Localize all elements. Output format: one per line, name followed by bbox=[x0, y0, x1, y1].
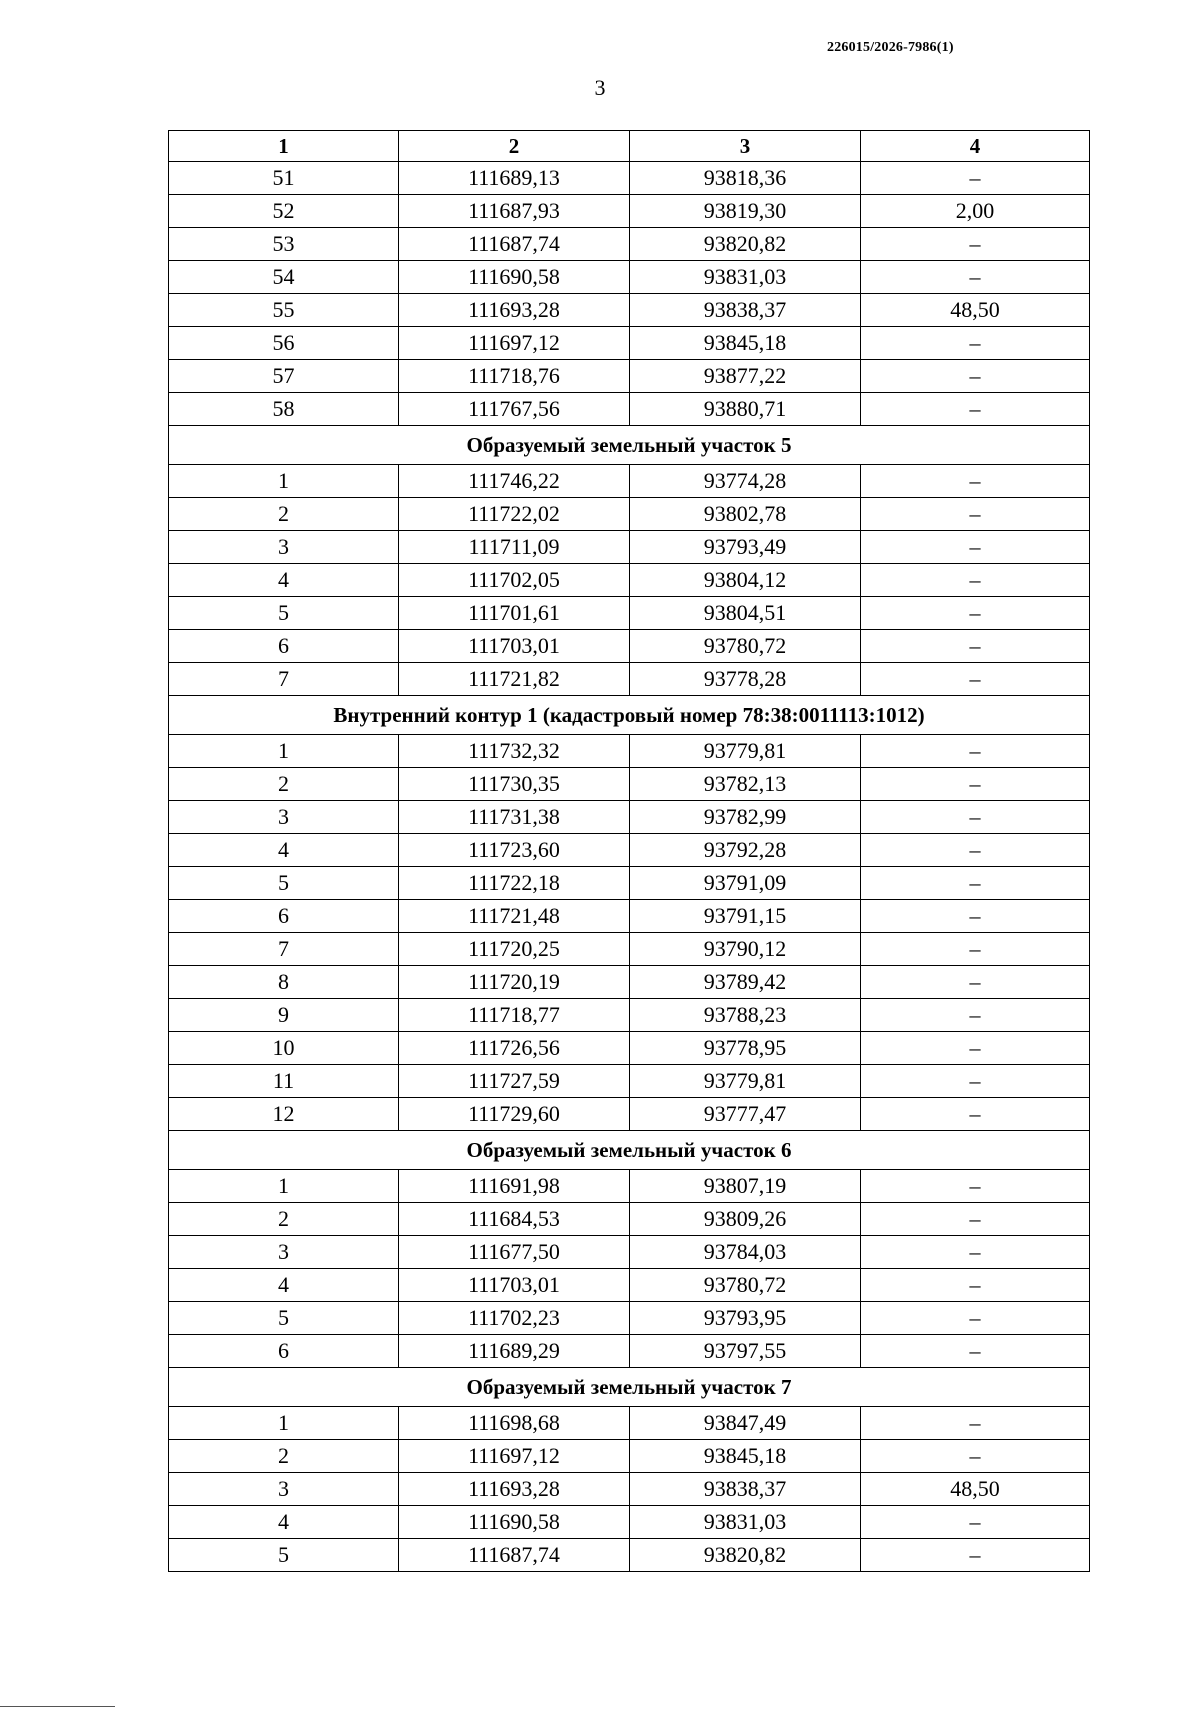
value-cell: – bbox=[861, 1335, 1090, 1368]
y-coordinate-cell: 93792,28 bbox=[630, 834, 861, 867]
point-number-cell: 54 bbox=[169, 261, 399, 294]
table-row bbox=[169, 294, 1090, 327]
x-coordinate-cell: 111720,19 bbox=[399, 966, 630, 999]
x-coordinate-cell: 111722,18 bbox=[399, 867, 630, 900]
table-row bbox=[169, 1539, 1090, 1572]
value-cell: – bbox=[861, 933, 1090, 966]
y-coordinate-cell: 93791,15 bbox=[630, 900, 861, 933]
point-number-cell: 1 bbox=[169, 465, 399, 498]
value-cell: – bbox=[861, 1065, 1090, 1098]
table-row bbox=[169, 1302, 1090, 1335]
y-coordinate-cell: 93845,18 bbox=[630, 327, 861, 360]
value-cell: – bbox=[861, 1539, 1090, 1572]
section-title: Внутренний контур 1 (кадастровый номер 78:38:0011113:1012) bbox=[169, 696, 1090, 735]
point-number-cell: 7 bbox=[169, 933, 399, 966]
point-number-cell: 3 bbox=[169, 1473, 399, 1506]
point-number-cell: 2 bbox=[169, 498, 399, 531]
section-row bbox=[169, 426, 1090, 465]
table-row bbox=[169, 465, 1090, 498]
y-coordinate-cell: 93831,03 bbox=[630, 261, 861, 294]
point-number-cell: 53 bbox=[169, 228, 399, 261]
point-number-cell: 4 bbox=[169, 1506, 399, 1539]
x-coordinate-cell: 111746,22 bbox=[399, 465, 630, 498]
y-coordinate-cell: 93779,81 bbox=[630, 1065, 861, 1098]
point-number-cell: 4 bbox=[169, 834, 399, 867]
table-row bbox=[169, 1032, 1090, 1065]
table-row bbox=[169, 393, 1090, 426]
y-coordinate-cell: 93793,49 bbox=[630, 531, 861, 564]
value-cell: – bbox=[861, 1098, 1090, 1131]
value-cell: – bbox=[861, 867, 1090, 900]
point-number-cell: 3 bbox=[169, 801, 399, 834]
point-number-cell: 9 bbox=[169, 999, 399, 1032]
y-coordinate-cell: 93838,37 bbox=[630, 294, 861, 327]
y-coordinate-cell: 93789,42 bbox=[630, 966, 861, 999]
point-number-cell: 4 bbox=[169, 1269, 399, 1302]
x-coordinate-cell: 111690,58 bbox=[399, 261, 630, 294]
value-cell: – bbox=[861, 162, 1090, 195]
point-number-cell: 11 bbox=[169, 1065, 399, 1098]
x-coordinate-cell: 111693,28 bbox=[399, 294, 630, 327]
value-cell: 2,00 bbox=[861, 195, 1090, 228]
table-row bbox=[169, 1170, 1090, 1203]
x-coordinate-cell: 111767,56 bbox=[399, 393, 630, 426]
table-row bbox=[169, 1098, 1090, 1131]
x-coordinate-cell: 111697,12 bbox=[399, 1440, 630, 1473]
value-cell: – bbox=[861, 1302, 1090, 1335]
y-coordinate-cell: 93782,99 bbox=[630, 801, 861, 834]
y-coordinate-cell: 93779,81 bbox=[630, 735, 861, 768]
point-number-cell: 5 bbox=[169, 597, 399, 630]
y-coordinate-cell: 93780,72 bbox=[630, 630, 861, 663]
x-coordinate-cell: 111702,23 bbox=[399, 1302, 630, 1335]
value-cell: – bbox=[861, 261, 1090, 294]
table-row bbox=[169, 867, 1090, 900]
table-row bbox=[169, 564, 1090, 597]
y-coordinate-cell: 93847,49 bbox=[630, 1407, 861, 1440]
column-header-value: 4 bbox=[861, 131, 1090, 162]
x-coordinate-cell: 111721,48 bbox=[399, 900, 630, 933]
table-row bbox=[169, 360, 1090, 393]
y-coordinate-cell: 93778,95 bbox=[630, 1032, 861, 1065]
table-row bbox=[169, 1473, 1090, 1506]
y-coordinate-cell: 93777,47 bbox=[630, 1098, 861, 1131]
value-cell: – bbox=[861, 564, 1090, 597]
point-number-cell: 6 bbox=[169, 900, 399, 933]
x-coordinate-cell: 111720,25 bbox=[399, 933, 630, 966]
section-title: Образуемый земельный участок 7 bbox=[169, 1368, 1090, 1407]
y-coordinate-cell: 93838,37 bbox=[630, 1473, 861, 1506]
point-number-cell: 2 bbox=[169, 1203, 399, 1236]
value-cell: – bbox=[861, 1203, 1090, 1236]
table-row bbox=[169, 1065, 1090, 1098]
x-coordinate-cell: 111723,60 bbox=[399, 834, 630, 867]
point-number-cell: 56 bbox=[169, 327, 399, 360]
x-coordinate-cell: 111689,29 bbox=[399, 1335, 630, 1368]
table-row bbox=[169, 630, 1090, 663]
point-number-cell: 5 bbox=[169, 1302, 399, 1335]
y-coordinate-cell: 93820,82 bbox=[630, 228, 861, 261]
table-row bbox=[169, 801, 1090, 834]
section-title: Образуемый земельный участок 6 bbox=[169, 1131, 1090, 1170]
x-coordinate-cell: 111721,82 bbox=[399, 663, 630, 696]
x-coordinate-cell: 111689,13 bbox=[399, 162, 630, 195]
value-cell: – bbox=[861, 1407, 1090, 1440]
y-coordinate-cell: 93797,55 bbox=[630, 1335, 861, 1368]
point-number-cell: 10 bbox=[169, 1032, 399, 1065]
point-number-cell: 5 bbox=[169, 1539, 399, 1572]
x-coordinate-cell: 111722,02 bbox=[399, 498, 630, 531]
x-coordinate-cell: 111729,60 bbox=[399, 1098, 630, 1131]
table-row bbox=[169, 1407, 1090, 1440]
point-number-cell: 58 bbox=[169, 393, 399, 426]
x-coordinate-cell: 111718,77 bbox=[399, 999, 630, 1032]
y-coordinate-cell: 93784,03 bbox=[630, 1236, 861, 1269]
table-row bbox=[169, 162, 1090, 195]
y-coordinate-cell: 93877,22 bbox=[630, 360, 861, 393]
point-number-cell: 2 bbox=[169, 1440, 399, 1473]
value-cell: – bbox=[861, 735, 1090, 768]
column-header-y: 3 bbox=[630, 131, 861, 162]
table-body bbox=[169, 162, 1090, 1572]
value-cell: – bbox=[861, 801, 1090, 834]
value-cell: – bbox=[861, 999, 1090, 1032]
table-row bbox=[169, 597, 1090, 630]
point-number-cell: 6 bbox=[169, 1335, 399, 1368]
table-row bbox=[169, 1269, 1090, 1302]
x-coordinate-cell: 111726,56 bbox=[399, 1032, 630, 1065]
x-coordinate-cell: 111687,93 bbox=[399, 195, 630, 228]
value-cell: – bbox=[861, 531, 1090, 564]
y-coordinate-cell: 93845,18 bbox=[630, 1440, 861, 1473]
table-row bbox=[169, 735, 1090, 768]
table-row bbox=[169, 1440, 1090, 1473]
section-row bbox=[169, 1368, 1090, 1407]
table-row bbox=[169, 327, 1090, 360]
x-coordinate-cell: 111702,05 bbox=[399, 564, 630, 597]
value-cell: – bbox=[861, 900, 1090, 933]
x-coordinate-cell: 111687,74 bbox=[399, 1539, 630, 1572]
point-number-cell: 57 bbox=[169, 360, 399, 393]
x-coordinate-cell: 111711,09 bbox=[399, 531, 630, 564]
y-coordinate-cell: 93809,26 bbox=[630, 1203, 861, 1236]
y-coordinate-cell: 93819,30 bbox=[630, 195, 861, 228]
y-coordinate-cell: 93774,28 bbox=[630, 465, 861, 498]
coordinates-table bbox=[168, 130, 1090, 1572]
value-cell: – bbox=[861, 597, 1090, 630]
column-header-point-number: 1 bbox=[169, 131, 399, 162]
x-coordinate-cell: 111684,53 bbox=[399, 1203, 630, 1236]
y-coordinate-cell: 93778,28 bbox=[630, 663, 861, 696]
table-row bbox=[169, 195, 1090, 228]
value-cell: 48,50 bbox=[861, 1473, 1090, 1506]
y-coordinate-cell: 93880,71 bbox=[630, 393, 861, 426]
page-number: 3 bbox=[594, 75, 606, 100]
point-number-cell: 12 bbox=[169, 1098, 399, 1131]
value-cell: – bbox=[861, 663, 1090, 696]
point-number-cell: 2 bbox=[169, 768, 399, 801]
x-coordinate-cell: 111703,01 bbox=[399, 630, 630, 663]
table-header bbox=[169, 131, 1090, 162]
section-title: Образуемый земельный участок 5 bbox=[169, 426, 1090, 465]
table-row bbox=[169, 261, 1090, 294]
point-number-cell: 6 bbox=[169, 630, 399, 663]
y-coordinate-cell: 93790,12 bbox=[630, 933, 861, 966]
table-row bbox=[169, 966, 1090, 999]
x-coordinate-cell: 111690,58 bbox=[399, 1506, 630, 1539]
table-row bbox=[169, 531, 1090, 564]
table-row bbox=[169, 663, 1090, 696]
point-number-cell: 8 bbox=[169, 966, 399, 999]
y-coordinate-cell: 93782,13 bbox=[630, 768, 861, 801]
y-coordinate-cell: 93804,51 bbox=[630, 597, 861, 630]
x-coordinate-cell: 111701,61 bbox=[399, 597, 630, 630]
x-coordinate-cell: 111677,50 bbox=[399, 1236, 630, 1269]
value-cell: 48,50 bbox=[861, 294, 1090, 327]
value-cell: – bbox=[861, 630, 1090, 663]
point-number-cell: 1 bbox=[169, 1407, 399, 1440]
x-coordinate-cell: 111703,01 bbox=[399, 1269, 630, 1302]
point-number-cell: 55 bbox=[169, 294, 399, 327]
y-coordinate-cell: 93818,36 bbox=[630, 162, 861, 195]
value-cell: – bbox=[861, 327, 1090, 360]
y-coordinate-cell: 93807,19 bbox=[630, 1170, 861, 1203]
point-number-cell: 1 bbox=[169, 735, 399, 768]
column-header-x: 2 bbox=[399, 131, 630, 162]
value-cell: – bbox=[861, 360, 1090, 393]
table-row bbox=[169, 900, 1090, 933]
y-coordinate-cell: 93831,03 bbox=[630, 1506, 861, 1539]
point-number-cell: 51 bbox=[169, 162, 399, 195]
table-row bbox=[169, 933, 1090, 966]
value-cell: – bbox=[861, 1170, 1090, 1203]
x-coordinate-cell: 111727,59 bbox=[399, 1065, 630, 1098]
point-number-cell: 7 bbox=[169, 663, 399, 696]
x-coordinate-cell: 111697,12 bbox=[399, 327, 630, 360]
point-number-cell: 4 bbox=[169, 564, 399, 597]
y-coordinate-cell: 93791,09 bbox=[630, 867, 861, 900]
value-cell: – bbox=[861, 498, 1090, 531]
x-coordinate-cell: 111698,68 bbox=[399, 1407, 630, 1440]
value-cell: – bbox=[861, 768, 1090, 801]
table-row bbox=[169, 768, 1090, 801]
document-registration-number: 226015/2026-7986(1) bbox=[827, 40, 954, 55]
footer-rule bbox=[0, 1706, 115, 1707]
table-row bbox=[169, 999, 1090, 1032]
table-row bbox=[169, 1506, 1090, 1539]
x-coordinate-cell: 111718,76 bbox=[399, 360, 630, 393]
point-number-cell: 52 bbox=[169, 195, 399, 228]
point-number-cell: 3 bbox=[169, 1236, 399, 1269]
y-coordinate-cell: 93788,23 bbox=[630, 999, 861, 1032]
point-number-cell: 1 bbox=[169, 1170, 399, 1203]
value-cell: – bbox=[861, 966, 1090, 999]
table-row bbox=[169, 498, 1090, 531]
section-row bbox=[169, 696, 1090, 735]
x-coordinate-cell: 111687,74 bbox=[399, 228, 630, 261]
table-row bbox=[169, 834, 1090, 867]
x-coordinate-cell: 111730,35 bbox=[399, 768, 630, 801]
x-coordinate-cell: 111732,32 bbox=[399, 735, 630, 768]
table-row bbox=[169, 1335, 1090, 1368]
value-cell: – bbox=[861, 1032, 1090, 1065]
point-number-cell: 5 bbox=[169, 867, 399, 900]
x-coordinate-cell: 111693,28 bbox=[399, 1473, 630, 1506]
header-row bbox=[169, 131, 1090, 162]
table-row bbox=[169, 1203, 1090, 1236]
value-cell: – bbox=[861, 1269, 1090, 1302]
y-coordinate-cell: 93802,78 bbox=[630, 498, 861, 531]
x-coordinate-cell: 111691,98 bbox=[399, 1170, 630, 1203]
y-coordinate-cell: 93804,12 bbox=[630, 564, 861, 597]
value-cell: – bbox=[861, 1236, 1090, 1269]
value-cell: – bbox=[861, 393, 1090, 426]
y-coordinate-cell: 93780,72 bbox=[630, 1269, 861, 1302]
y-coordinate-cell: 93820,82 bbox=[630, 1539, 861, 1572]
table-row bbox=[169, 1236, 1090, 1269]
value-cell: – bbox=[861, 1440, 1090, 1473]
section-row bbox=[169, 1131, 1090, 1170]
x-coordinate-cell: 111731,38 bbox=[399, 801, 630, 834]
value-cell: – bbox=[861, 1506, 1090, 1539]
value-cell: – bbox=[861, 834, 1090, 867]
value-cell: – bbox=[861, 228, 1090, 261]
y-coordinate-cell: 93793,95 bbox=[630, 1302, 861, 1335]
point-number-cell: 3 bbox=[169, 531, 399, 564]
value-cell: – bbox=[861, 465, 1090, 498]
table-row bbox=[169, 228, 1090, 261]
